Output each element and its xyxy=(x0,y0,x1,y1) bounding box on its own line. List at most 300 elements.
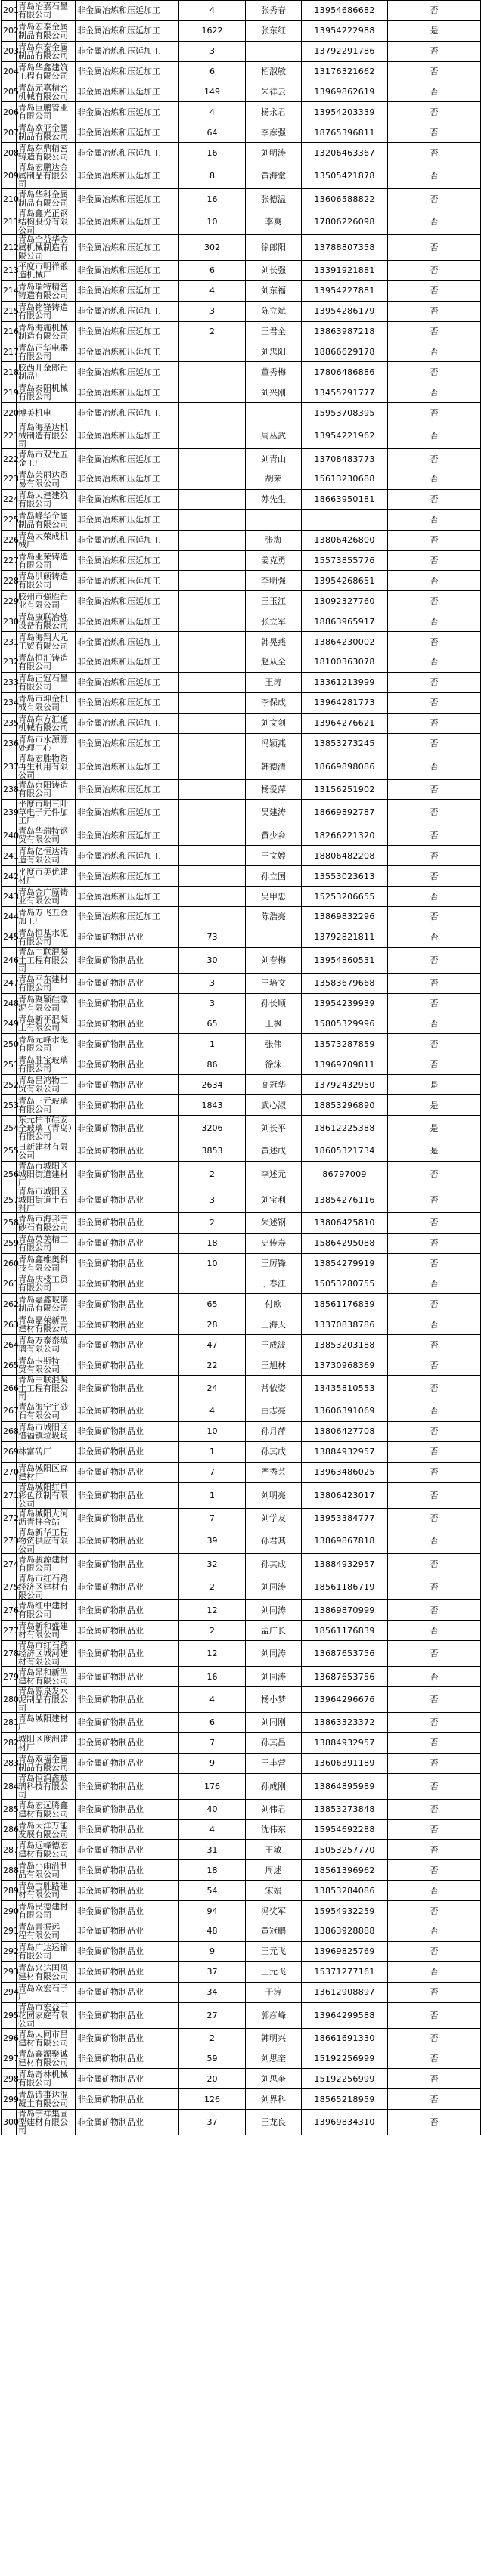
row-number: 297 xyxy=(2,2048,17,2069)
phone-number: 13606391069 xyxy=(302,1401,388,1421)
status-flag: 否 xyxy=(388,1713,481,1733)
phone-number: 13606588822 xyxy=(302,189,388,209)
company-name: 青岛新平混凝土有限公司 xyxy=(17,1014,76,1034)
contact-person xyxy=(246,509,302,530)
industry: 非金属矿物制品业 xyxy=(76,1014,179,1034)
status-flag: 否 xyxy=(388,779,481,800)
industry: 非金属冶炼和压延加工 xyxy=(76,713,179,733)
table-row xyxy=(2,382,481,403)
status-flag: 否 xyxy=(388,2089,481,2110)
quantity xyxy=(179,382,246,403)
row-number: 217 xyxy=(2,342,17,362)
phone-number: 13954221962 xyxy=(302,423,388,449)
row-number: 272 xyxy=(2,1508,17,1528)
row-number: 264 xyxy=(2,1335,17,1355)
table-row xyxy=(2,672,481,692)
row-number: 210 xyxy=(2,189,17,209)
row-number: 290 xyxy=(2,1901,17,1921)
industry: 非金属矿物制品业 xyxy=(76,1335,179,1355)
company-name: 青岛城阳大河沥青拌合站 xyxy=(17,1508,76,1528)
contact-person: 李爽 xyxy=(246,209,302,235)
industry: 非金属矿物制品业 xyxy=(76,1421,179,1441)
status-flag: 否 xyxy=(388,947,481,973)
company-name: 青岛元峰水泥有限公司 xyxy=(17,1034,76,1054)
status-flag: 否 xyxy=(388,1161,481,1187)
contact-person: 王涛 xyxy=(246,672,302,692)
company-name: 青岛宏鹏达金属制品有限公司 xyxy=(17,163,76,189)
industry: 非金属冶炼和压延加工 xyxy=(76,342,179,362)
quantity: 1 xyxy=(179,1034,246,1054)
quantity: 1 xyxy=(179,1441,246,1462)
company-name: 平度市明祥锻造机械厂 xyxy=(17,261,76,281)
industry: 非金属矿物制品业 xyxy=(76,927,179,947)
status-flag: 否 xyxy=(388,713,481,733)
status-flag: 否 xyxy=(388,321,481,342)
table-row xyxy=(2,1667,481,1687)
row-number: 295 xyxy=(2,2002,17,2028)
contact-person: 王玉江 xyxy=(246,591,302,611)
phone-number: 13792291786 xyxy=(302,41,388,61)
contact-person: 刘学友 xyxy=(246,1508,302,1528)
table-row xyxy=(2,571,481,591)
quantity: 1843 xyxy=(179,1095,246,1116)
industry: 非金属冶炼和压延加工 xyxy=(76,692,179,713)
quantity xyxy=(179,779,246,800)
table-row xyxy=(2,82,481,102)
quantity: 37 xyxy=(179,2110,246,2135)
phone-number: 13854279919 xyxy=(302,1253,388,1274)
quantity: 4 xyxy=(179,1687,246,1713)
quantity xyxy=(179,887,246,907)
industry: 非金属冶炼和压延加工 xyxy=(76,449,179,469)
phone-number: 13853273848 xyxy=(302,1799,388,1819)
quantity xyxy=(179,550,246,571)
status-flag: 否 xyxy=(388,1355,481,1376)
company-name: 青岛海宁宇砂石有限公司 xyxy=(17,1401,76,1421)
table-row xyxy=(2,1075,481,1095)
company-name: 平度市美优建材厂 xyxy=(17,866,76,887)
quantity xyxy=(179,530,246,550)
row-number: 282 xyxy=(2,1732,17,1753)
contact-person: 栢淑敏 xyxy=(246,61,302,82)
table-row xyxy=(2,469,481,490)
phone-number: 13553023613 xyxy=(302,866,388,887)
status-flag: 否 xyxy=(388,1773,481,1799)
row-number: 242 xyxy=(2,866,17,887)
phone-number: 13954860531 xyxy=(302,947,388,973)
phone-number: 13969862619 xyxy=(302,82,388,102)
row-number: 241 xyxy=(2,846,17,866)
quantity: 28 xyxy=(179,1314,246,1335)
contact-person: 孙长顺 xyxy=(246,993,302,1014)
status-flag: 否 xyxy=(388,2048,481,2069)
table-row xyxy=(2,1574,481,1600)
quantity xyxy=(179,906,246,927)
industry: 非金属冶炼和压延加工 xyxy=(76,362,179,382)
contact-person: 张德温 xyxy=(246,189,302,209)
status-flag: 否 xyxy=(388,906,481,927)
status-flag: 否 xyxy=(388,1462,481,1482)
quantity: 3 xyxy=(179,973,246,993)
company-name: 青岛兴达国风建材有限公司 xyxy=(17,1961,76,1982)
phone-number: 18669892787 xyxy=(302,800,388,825)
industry: 非金属冶炼和压延加工 xyxy=(76,469,179,490)
phone-number: 13391921881 xyxy=(302,261,388,281)
industry: 非金属矿物制品业 xyxy=(76,2048,179,2069)
row-number: 269 xyxy=(2,1441,17,1462)
industry: 非金属冶炼和压延加工 xyxy=(76,1,179,21)
row-number: 271 xyxy=(2,1482,17,1508)
phone-number: 13806426800 xyxy=(302,530,388,550)
contact-person: 由志亮 xyxy=(246,1401,302,1421)
table-row xyxy=(2,1753,481,1773)
table-row xyxy=(2,1141,481,1161)
company-name: 青岛华鑫建筑工程有限公司 xyxy=(17,61,76,82)
contact-person: 刘文剑 xyxy=(246,713,302,733)
phone-number: 15573855776 xyxy=(302,550,388,571)
row-number: 266 xyxy=(2,1375,17,1401)
quantity: 59 xyxy=(179,2048,246,2069)
quantity: 31 xyxy=(179,1840,246,1860)
industry: 非金属冶炼和压延加工 xyxy=(76,235,179,261)
phone-number: 13455291777 xyxy=(302,382,388,403)
company-name: 青岛卡斯特工贸有限公司 xyxy=(17,1355,76,1376)
quantity xyxy=(179,713,246,733)
contact-person: 朱述钢 xyxy=(246,1212,302,1233)
company-name: 青岛青振远工程有限公司 xyxy=(17,1921,76,1942)
contact-person: 张伟 xyxy=(246,1034,302,1054)
company-name: 青岛宇祥集固型建材有限公司 xyxy=(17,2110,76,2135)
status-flag: 否 xyxy=(388,362,481,382)
contact-person: 姜克勇 xyxy=(246,550,302,571)
industry: 非金属矿物制品业 xyxy=(76,2002,179,2028)
table-row xyxy=(2,489,481,509)
company-name: 青岛双福金属制品有限公司 xyxy=(17,1753,76,1773)
quantity: 39 xyxy=(179,1528,246,1554)
phone-number: 15953708395 xyxy=(302,403,388,423)
company-name: 青岛海圣达机械制造有限公司 xyxy=(17,423,76,449)
phone-number: 15053280755 xyxy=(302,1274,388,1294)
company-name: 青岛万飞五金加工厂 xyxy=(17,906,76,927)
contact-person: 吴甲忠 xyxy=(246,887,302,907)
table-body xyxy=(2,1,481,2135)
phone-number: 18605321734 xyxy=(302,1141,388,1161)
company-name: 青岛泰阳机械有限公司 xyxy=(17,382,76,403)
table-row xyxy=(2,927,481,947)
status-flag: 否 xyxy=(388,1441,481,1462)
status-flag: 否 xyxy=(388,1921,481,1942)
phone-number: 13708483773 xyxy=(302,449,388,469)
status-flag: 否 xyxy=(388,261,481,281)
row-number: 213 xyxy=(2,261,17,281)
table-row xyxy=(2,611,481,632)
table-row xyxy=(2,2110,481,2135)
phone-number: 18663950181 xyxy=(302,489,388,509)
status-flag: 否 xyxy=(388,163,481,189)
quantity xyxy=(179,692,246,713)
quantity: 9 xyxy=(179,1753,246,1773)
row-number: 286 xyxy=(2,1819,17,1840)
industry: 非金属矿物制品业 xyxy=(76,1462,179,1482)
phone-number: 18565218959 xyxy=(302,2089,388,2110)
industry: 非金属矿物制品业 xyxy=(76,1713,179,1733)
phone-number: 13606391189 xyxy=(302,1753,388,1773)
quantity: 12 xyxy=(179,1600,246,1621)
industry: 非金属矿物制品业 xyxy=(76,1621,179,1641)
quantity xyxy=(179,509,246,530)
quantity xyxy=(179,1274,246,1294)
phone-number: 13864895989 xyxy=(302,1773,388,1799)
row-number: 240 xyxy=(2,825,17,846)
industry: 非金属冶炼和压延加工 xyxy=(76,82,179,102)
industry: 非金属冶炼和压延加工 xyxy=(76,591,179,611)
phone-number: 13969709811 xyxy=(302,1054,388,1075)
contact-person: 韩明兴 xyxy=(246,2028,302,2048)
industry: 非金属冶炼和压延加工 xyxy=(76,733,179,754)
quantity xyxy=(179,866,246,887)
quantity: 3206 xyxy=(179,1115,246,1141)
quantity: 2 xyxy=(179,2028,246,2048)
industry: 非金属冶炼和压延加工 xyxy=(76,301,179,321)
company-name: 青岛城阳红旦彩色预制有限公司 xyxy=(17,1482,76,1508)
status-flag: 否 xyxy=(388,122,481,143)
company-name: 青岛冶嘉石墨有限公司 xyxy=(17,1,76,21)
row-number: 259 xyxy=(2,1233,17,1253)
row-number: 251 xyxy=(2,1054,17,1075)
contact-person: 孙成刚 xyxy=(246,1773,302,1799)
company-name: 青岛欧亚金属制品有限公司 xyxy=(17,122,76,143)
contact-person: 王旭林 xyxy=(246,1355,302,1376)
phone-number: 15253206655 xyxy=(302,887,388,907)
row-number: 224 xyxy=(2,489,17,509)
phone-number: 15954932259 xyxy=(302,1901,388,1921)
quantity xyxy=(179,449,246,469)
table-row xyxy=(2,1335,481,1355)
industry: 非金属矿物制品业 xyxy=(76,1375,179,1401)
industry: 非金属矿物制品业 xyxy=(76,1641,179,1667)
company-name: 青岛鑫光正钢结构股份有限公司 xyxy=(17,209,76,235)
row-number: 300 xyxy=(2,2110,17,2135)
company-name: 青岛大洋万能发展有限公司 xyxy=(17,1819,76,1840)
company-name: 青岛英美精工有限公司 xyxy=(17,1233,76,1253)
industry: 非金属矿物制品业 xyxy=(76,1054,179,1075)
row-number: 256 xyxy=(2,1161,17,1187)
industry: 非金属矿物制品业 xyxy=(76,1314,179,1335)
status-flag: 否 xyxy=(388,611,481,632)
quantity: 64 xyxy=(179,122,246,143)
quantity: 3 xyxy=(179,301,246,321)
contact-person: 王厉锋 xyxy=(246,1253,302,1274)
table-row xyxy=(2,1508,481,1528)
contact-person: 王元飞 xyxy=(246,1941,302,1961)
industry: 非金属冶炼和压延加工 xyxy=(76,611,179,632)
company-name: 青岛市海邦宇砂石有限公司 xyxy=(17,1212,76,1233)
industry: 非金属冶炼和压延加工 xyxy=(76,846,179,866)
quantity xyxy=(179,571,246,591)
status-flag: 否 xyxy=(388,1212,481,1233)
industry: 非金属矿物制品业 xyxy=(76,993,179,1014)
row-number: 218 xyxy=(2,362,17,382)
company-name: 东元柏市硅安全玻璃（青岛）有限公司 xyxy=(17,1115,76,1141)
table-row xyxy=(2,2048,481,2069)
quantity: 34 xyxy=(179,1982,246,2002)
phone-number: 17806226098 xyxy=(302,209,388,235)
industry: 非金属矿物制品业 xyxy=(76,1115,179,1141)
industry: 非金属矿物制品业 xyxy=(76,1253,179,1274)
industry: 非金属冶炼和压延加工 xyxy=(76,20,179,41)
table-row xyxy=(2,1600,481,1621)
table-row xyxy=(2,1621,481,1641)
contact-person: 李彦强 xyxy=(246,122,302,143)
industry: 非金属冶炼和压延加工 xyxy=(76,61,179,82)
status-flag: 否 xyxy=(388,1314,481,1335)
company-name: 青岛源泉发水泥制品有限公司 xyxy=(17,1687,76,1713)
quantity: 6 xyxy=(179,1713,246,1733)
industry: 非金属矿物制品业 xyxy=(76,1212,179,1233)
phone-number: 13156251902 xyxy=(302,779,388,800)
industry: 非金属矿物制品业 xyxy=(76,1941,179,1961)
company-name: 青岛铭锋铸造有限公司 xyxy=(17,301,76,321)
industry: 非金属冶炼和压延加工 xyxy=(76,122,179,143)
company-name: 青岛小雨沿制品有限公司 xyxy=(17,1860,76,1881)
industry: 非金属矿物制品业 xyxy=(76,2089,179,2110)
status-flag: 否 xyxy=(388,887,481,907)
table-row xyxy=(2,1,481,21)
phone-number: 13864230002 xyxy=(302,632,388,652)
company-name: 青岛万泰泰玻璃有限公司 xyxy=(17,1335,76,1355)
company-name: 青岛亿恒达铸造有限公司 xyxy=(17,846,76,866)
quantity: 3 xyxy=(179,1187,246,1212)
quantity: 18 xyxy=(179,1233,246,1253)
row-number: 202 xyxy=(2,20,17,41)
quantity: 54 xyxy=(179,1881,246,1901)
contact-person: 刘东福 xyxy=(246,280,302,301)
status-flag: 否 xyxy=(388,530,481,550)
industry: 非金属冶炼和压延加工 xyxy=(76,489,179,509)
phone-number: 86797009 xyxy=(302,1161,388,1187)
table-row xyxy=(2,2002,481,2028)
phone-number: 15864295088 xyxy=(302,1233,388,1253)
contact-person: 冯奖军 xyxy=(246,1901,302,1921)
row-number: 227 xyxy=(2,550,17,571)
phone-number: 13954686682 xyxy=(302,1,388,21)
company-name: 青岛昂和新型建材有限公司 xyxy=(17,1667,76,1687)
contact-person: 王枫 xyxy=(246,1014,302,1034)
company-name: 青岛城阳建材厂 xyxy=(17,1713,76,1733)
status-flag: 否 xyxy=(388,301,481,321)
status-flag: 否 xyxy=(388,1732,481,1753)
status-flag: 否 xyxy=(388,1528,481,1554)
phone-number: 13573287859 xyxy=(302,1034,388,1054)
status-flag: 否 xyxy=(388,1014,481,1034)
table-row xyxy=(2,1732,481,1753)
row-number: 216 xyxy=(2,321,17,342)
quantity xyxy=(179,733,246,754)
table-row xyxy=(2,887,481,907)
company-name: 青岛嘉荣新型建材有限公司 xyxy=(17,1314,76,1335)
quantity: 73 xyxy=(179,927,246,947)
contact-person: 徐郎阳 xyxy=(246,235,302,261)
status-flag: 否 xyxy=(388,1574,481,1600)
company-name: 青岛宏远腾鑫建材有限公司 xyxy=(17,1799,76,1819)
contact-person: 刘同涛 xyxy=(246,1667,302,1687)
table-row xyxy=(2,1294,481,1314)
table-row xyxy=(2,1799,481,1819)
phone-number: 15053257770 xyxy=(302,1840,388,1860)
status-flag: 否 xyxy=(388,1482,481,1508)
contact-person: 张立军 xyxy=(246,611,302,632)
status-flag: 否 xyxy=(388,1508,481,1528)
quantity: 4 xyxy=(179,280,246,301)
industry: 非金属矿物制品业 xyxy=(76,1860,179,1881)
status-flag: 否 xyxy=(388,1753,481,1773)
phone-number: 13505421878 xyxy=(302,163,388,189)
quantity xyxy=(179,611,246,632)
row-number: 225 xyxy=(2,509,17,530)
phone-number: 18561176839 xyxy=(302,1294,388,1314)
phone-number: 15613230688 xyxy=(302,469,388,490)
contact-person: 杨永君 xyxy=(246,102,302,122)
row-number: 265 xyxy=(2,1355,17,1376)
quantity: 65 xyxy=(179,1014,246,1034)
company-name: 青岛庆楼工贸有限公司 xyxy=(17,1274,76,1294)
phone-number: 13687653756 xyxy=(302,1641,388,1667)
phone-number: 13954222988 xyxy=(302,20,388,41)
status-flag: 否 xyxy=(388,61,481,82)
table-row xyxy=(2,1941,481,1961)
table-row xyxy=(2,906,481,927)
contact-person: 孙立国 xyxy=(246,866,302,887)
phone-number: 13806427708 xyxy=(302,1421,388,1441)
industry: 非金属矿物制品业 xyxy=(76,1600,179,1621)
industry: 非金属冶炼和压延加工 xyxy=(76,143,179,163)
quantity: 65 xyxy=(179,1294,246,1314)
contact-person: 黄海堂 xyxy=(246,163,302,189)
industry: 非金属矿物制品业 xyxy=(76,1881,179,1901)
status-flag: 否 xyxy=(388,1187,481,1212)
contact-person: 刘兴刚 xyxy=(246,382,302,403)
phone-number: 13963486025 xyxy=(302,1462,388,1482)
table-row xyxy=(2,652,481,673)
row-number: 280 xyxy=(2,1687,17,1713)
quantity: 149 xyxy=(179,82,246,102)
table-row xyxy=(2,1687,481,1713)
phone-number: 13884932957 xyxy=(302,1732,388,1753)
contact-person: 宋娟 xyxy=(246,1881,302,1901)
quantity xyxy=(179,652,246,673)
row-number: 206 xyxy=(2,102,17,122)
industry: 非金属矿物制品业 xyxy=(76,1528,179,1554)
status-flag: 否 xyxy=(388,209,481,235)
phone-number: 13869867818 xyxy=(302,1528,388,1554)
row-number: 215 xyxy=(2,301,17,321)
industry: 非金属冶炼和压延加工 xyxy=(76,509,179,530)
row-number: 245 xyxy=(2,927,17,947)
quantity: 94 xyxy=(179,1901,246,1921)
table-row xyxy=(2,713,481,733)
industry: 非金属矿物制品业 xyxy=(76,973,179,993)
company-name: 青岛康联冶炼设备有限公司 xyxy=(17,611,76,632)
quantity: 176 xyxy=(179,1773,246,1799)
status-flag: 否 xyxy=(388,449,481,469)
company-name: 青岛华科金属制品有限公司 xyxy=(17,189,76,209)
row-number: 279 xyxy=(2,1667,17,1687)
phone-number: 15192256999 xyxy=(302,2069,388,2089)
table-row xyxy=(2,1401,481,1421)
company-name: 青岛众宏石子厂 xyxy=(17,1982,76,2002)
table-row xyxy=(2,825,481,846)
table-row xyxy=(2,1921,481,1942)
